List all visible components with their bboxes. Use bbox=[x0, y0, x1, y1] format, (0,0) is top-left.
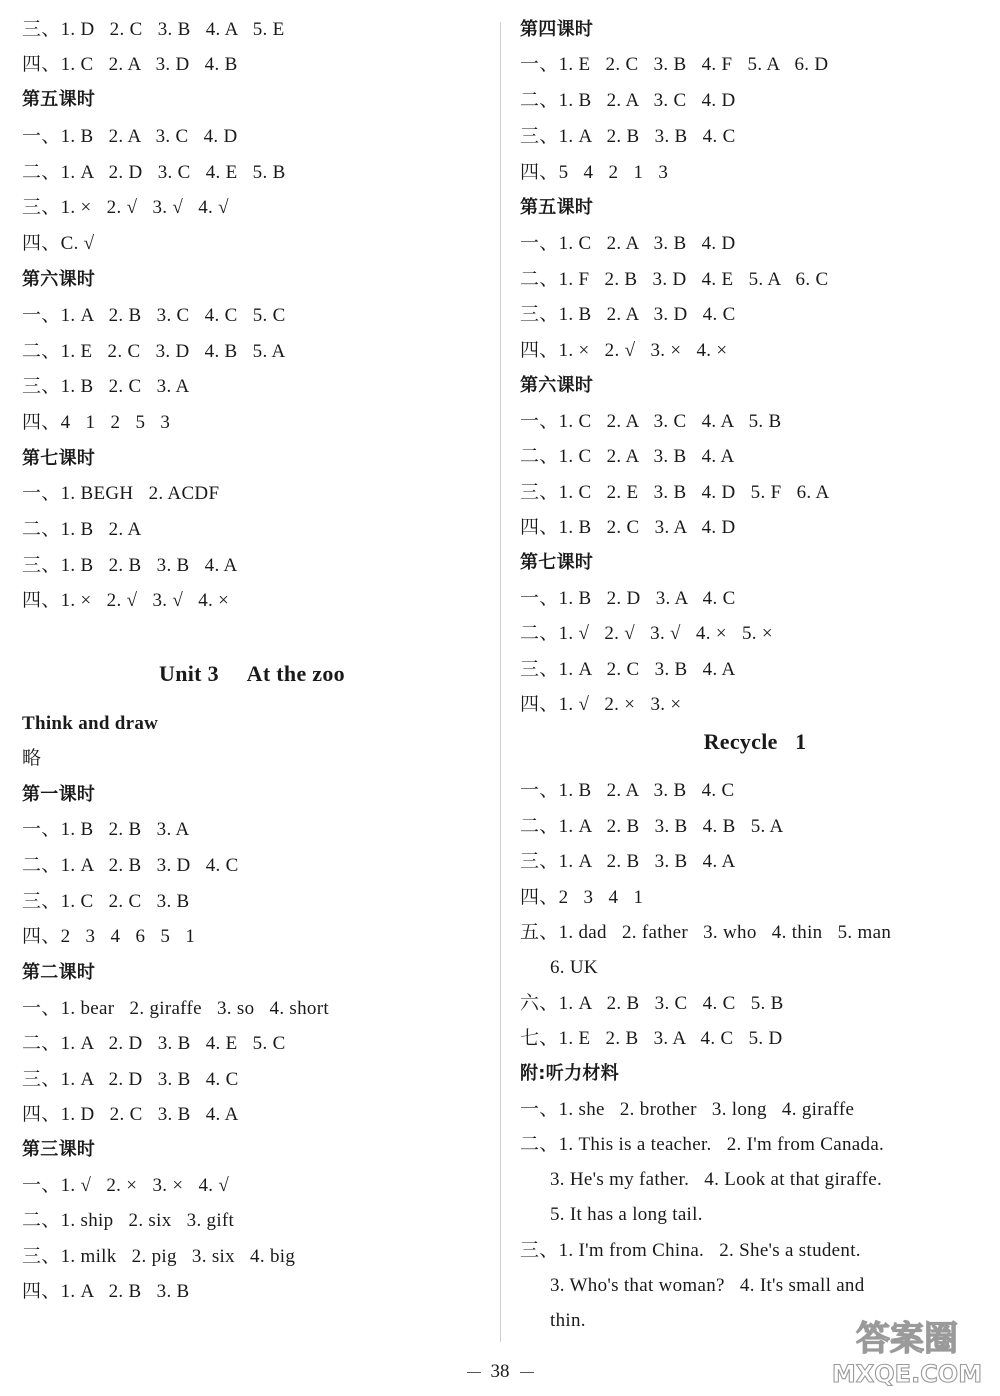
right-answer-line: 三、1. I'm from China. 2. She's a student. bbox=[520, 1240, 861, 1261]
left-answer-line: 四、2 3 4 6 5 1 bbox=[22, 926, 196, 947]
right-answer-line: 四、5 4 2 1 3 bbox=[520, 162, 669, 183]
left-answer-line: 四、1. × 2. √ 3. √ 4. × bbox=[22, 590, 230, 611]
right-answer-line: 三、1. A 2. B 3. B 4. A bbox=[520, 851, 736, 872]
watermark-logo bbox=[822, 1310, 992, 1390]
right-answer-line: 二、1. A 2. B 3. B 4. B 5. A bbox=[520, 816, 784, 837]
left-answer-line: 一、1. bear 2. giraffe 3. so 4. short bbox=[22, 998, 329, 1019]
right-indent: 3. Who's that woman? 4. It's small and bbox=[550, 1275, 865, 1296]
right-answer-line: 一、1. C 2. A 3. B 4. D bbox=[520, 233, 736, 254]
page-number-text: 38 bbox=[490, 1361, 510, 1382]
right-answer-line: 二、1. C 2. A 3. B 4. A bbox=[520, 446, 735, 467]
left-heading: 第三课时 bbox=[22, 1139, 96, 1160]
right-answer-line: 三、1. A 2. B 3. B 4. C bbox=[520, 126, 736, 147]
left-answer-line: 三、1. B 2. B 3. B 4. A bbox=[22, 555, 238, 576]
right-answer-line: 六、1. A 2. B 3. C 4. C 5. B bbox=[520, 993, 784, 1014]
right-answer-line: 一、1. she 2. brother 3. long 4. giraffe bbox=[520, 1099, 855, 1120]
page-number-dash-right bbox=[520, 1372, 534, 1373]
right-indent: 6. UK bbox=[550, 957, 598, 978]
left-answer-line: 一、1. B 2. A 3. C 4. D bbox=[22, 126, 238, 147]
right-indent: 3. He's my father. 4. Look at that giraffe. bbox=[550, 1169, 883, 1190]
right-answer-line: 三、1. C 2. E 3. B 4. D 5. F 6. A bbox=[520, 482, 830, 503]
right-heading: 第七课时 bbox=[520, 552, 594, 573]
right-answer-line: 二、1. This is a teacher. 2. I'm from Canada. bbox=[520, 1134, 885, 1155]
left-heading: 第一课时 bbox=[22, 784, 96, 805]
left-answer-line: 一、1. BEGH 2. ACDF bbox=[22, 483, 220, 504]
watermark-bottom-text: MXQE.COM bbox=[831, 1360, 983, 1388]
left-heading: 第六课时 bbox=[22, 269, 96, 290]
left-answer-line: 四、C. √ bbox=[22, 233, 95, 254]
left-answer-line: 三、1. C 2. C 3. B bbox=[22, 891, 190, 912]
left-answer-line: 四、1. C 2. A 3. D 4. B bbox=[22, 54, 238, 75]
left-answer-line: 二、1. E 2. C 3. D 4. B 5. A bbox=[22, 341, 286, 362]
right-answer-line: 二、1. √ 2. √ 3. √ 4. × 5. × bbox=[520, 623, 773, 644]
left-answer-line: 略 bbox=[22, 748, 42, 769]
left-answer-line: 二、1. ship 2. six 3. gift bbox=[22, 1210, 235, 1231]
page-number-dash-left bbox=[467, 1372, 481, 1373]
left-answer-line: 一、1. A 2. B 3. C 4. C 5. C bbox=[22, 305, 286, 326]
left-answer-line: 一、1. B 2. B 3. A bbox=[22, 819, 190, 840]
left-heading: 第五课时 bbox=[22, 89, 96, 110]
right-answer-line: 七、1. E 2. B 3. A 4. C 5. D bbox=[520, 1028, 783, 1049]
left-answer-line: 四、1. D 2. C 3. B 4. A bbox=[22, 1104, 239, 1125]
left-subhead: Think and draw bbox=[22, 713, 159, 734]
right-title: Recycle 1 bbox=[703, 729, 807, 754]
left-title: Unit 3 At the zoo bbox=[159, 661, 345, 686]
right-answer-line: 一、1. C 2. A 3. C 4. A 5. B bbox=[520, 411, 782, 432]
watermark-top-text: 答案圈 bbox=[856, 1319, 958, 1359]
left-answer-line: 三、1. milk 2. pig 3. six 4. big bbox=[22, 1246, 296, 1267]
right-answer-line: 五、1. dad 2. father 3. who 4. thin 5. man bbox=[520, 922, 892, 943]
right-indent: thin. bbox=[550, 1310, 586, 1331]
left-heading: 第二课时 bbox=[22, 962, 96, 983]
left-answer-line: 三、1. D 2. C 3. B 4. A 5. E bbox=[22, 19, 285, 40]
left-heading: 第七课时 bbox=[22, 448, 96, 469]
left-answer-line: 三、1. B 2. C 3. A bbox=[22, 376, 190, 397]
left-answer-line: 四、4 1 2 5 3 bbox=[22, 412, 171, 433]
left-answer-line: 二、1. A 2. D 3. C 4. E 5. B bbox=[22, 162, 286, 183]
left-answer-line: 四、1. A 2. B 3. B bbox=[22, 1281, 190, 1302]
left-answer-line: 二、1. A 2. B 3. D 4. C bbox=[22, 855, 239, 876]
right-answer-line: 一、1. B 2. D 3. A 4. C bbox=[520, 588, 736, 609]
right-answer-line: 四、1. √ 2. × 3. × bbox=[520, 694, 682, 715]
right-answer-line: 二、1. B 2. A 3. C 4. D bbox=[520, 90, 736, 111]
right-heading: 附:听力材料 bbox=[520, 1063, 619, 1084]
right-heading: 第四课时 bbox=[520, 19, 594, 40]
right-indent: 5. It has a long tail. bbox=[550, 1204, 703, 1225]
page-number bbox=[440, 1360, 560, 1384]
left-answer-line: 二、1. A 2. D 3. B 4. E 5. C bbox=[22, 1033, 286, 1054]
right-answer-line: 四、1. × 2. √ 3. × 4. × bbox=[520, 340, 728, 361]
right-answer-line: 四、1. B 2. C 3. A 4. D bbox=[520, 517, 736, 538]
left-answer-line: 一、1. √ 2. × 3. × 4. √ bbox=[22, 1175, 230, 1196]
right-heading: 第五课时 bbox=[520, 197, 594, 218]
right-answer-line: 一、1. B 2. A 3. B 4. C bbox=[520, 780, 735, 801]
left-answer-line: 三、1. A 2. D 3. B 4. C bbox=[22, 1069, 239, 1090]
right-answer-line: 二、1. F 2. B 3. D 4. E 5. A 6. C bbox=[520, 269, 829, 290]
watermark-svg bbox=[822, 1310, 992, 1390]
right-answer-line: 一、1. E 2. C 3. B 4. F 5. A 6. D bbox=[520, 54, 829, 75]
right-heading: 第六课时 bbox=[520, 375, 594, 396]
left-answer-line: 三、1. × 2. √ 3. √ 4. √ bbox=[22, 197, 229, 218]
right-answer-line: 四、2 3 4 1 bbox=[520, 887, 644, 908]
column-divider bbox=[500, 22, 501, 1342]
left-answer-line: 二、1. B 2. A bbox=[22, 519, 142, 540]
right-answer-line: 三、1. A 2. C 3. B 4. A bbox=[520, 659, 736, 680]
right-answer-line: 三、1. B 2. A 3. D 4. C bbox=[520, 304, 736, 325]
